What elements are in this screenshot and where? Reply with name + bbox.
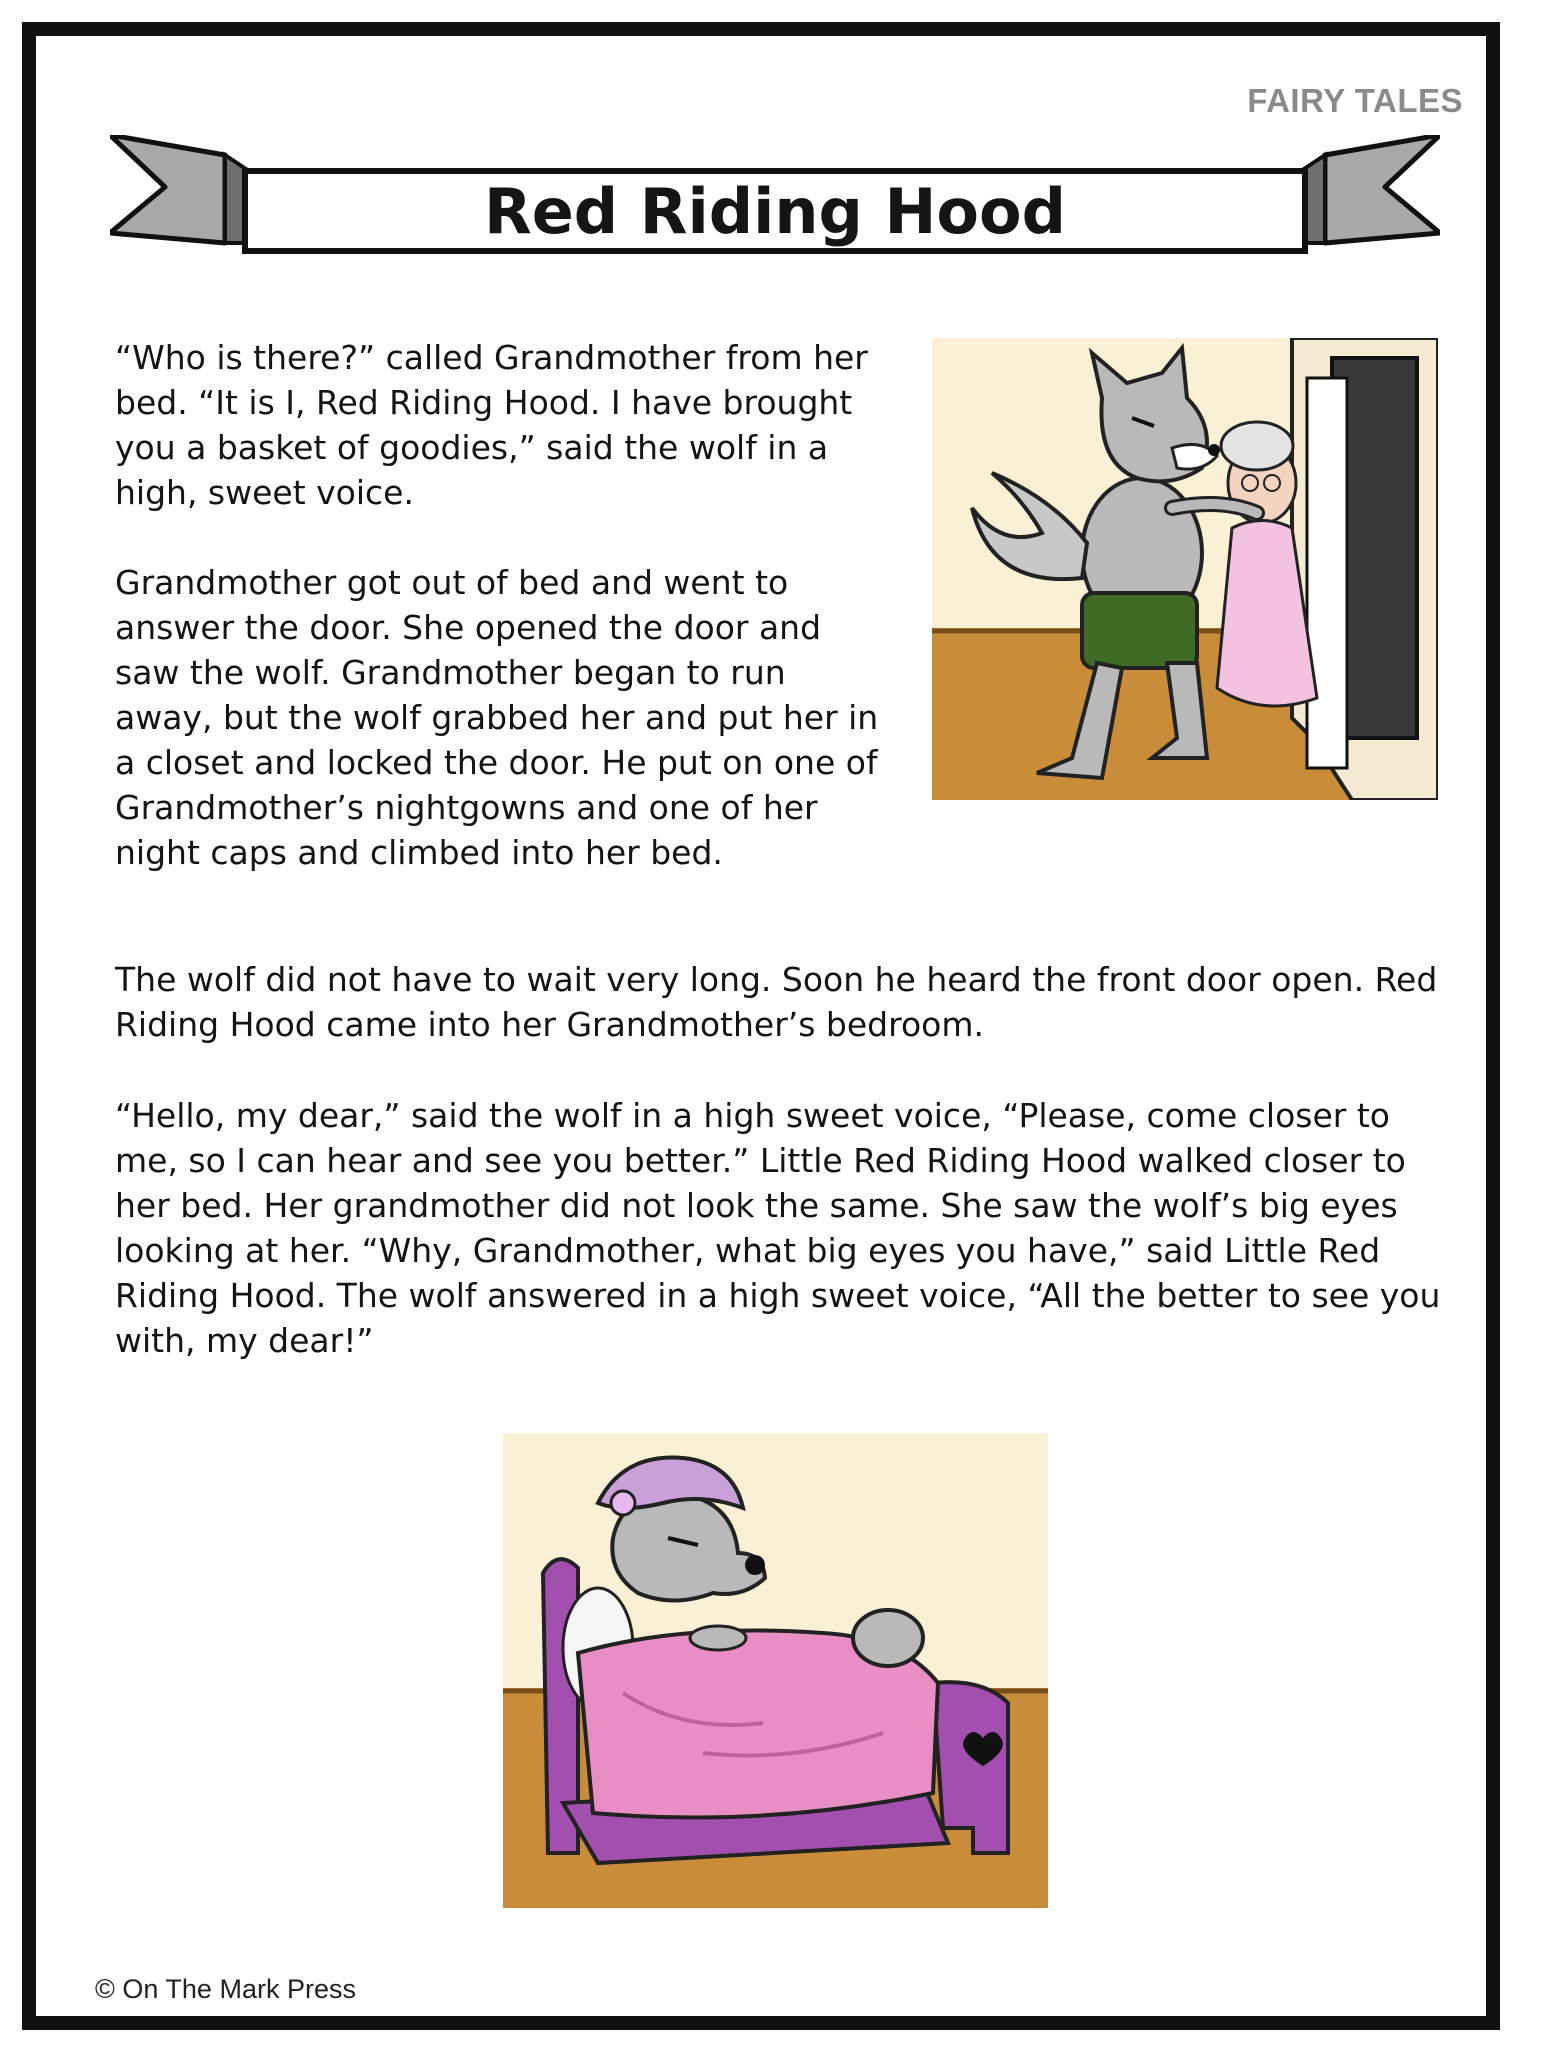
paragraph-text: Grandmother got out of bed and went to answer the door. She opened the door and saw the wolf. Grandmother began to run away, but the wolf grabbed her and put her in a closet and locked the door. He put on one of Grandmother’s nightgowns and one of her night caps and climbed into her bed.: [115, 563, 879, 872]
story-paragraph-4: [115, 1093, 1445, 1363]
wolf-in-bed-illustration: [503, 1433, 1048, 1908]
page-title: Red Riding Hood: [484, 174, 1066, 248]
paragraph-text: “Who is there?” called Grandmother from her bed. “It is I, Red Riding Hood. I have brought you a basket of goodies,” said the wolf in a high, sweet voice.: [115, 338, 868, 512]
story-paragraph-1: [115, 335, 885, 515]
category-label: FAIRY TALES: [1247, 82, 1463, 119]
wolf-grabbing-grandmother-image: [932, 338, 1438, 800]
paragraph-text: “Hello, my dear,” said the wolf in a high sweet voice, “Please, come closer to me, so I can hear and see you better.” Little Red Riding Hood walked closer to her bed. Her grandmother did not look the same. She saw the wolf’s big eyes looking at her. “Why, Grandmother, what big eyes you have,” said Little Red Riding Hood. The wolf answered in a high sweet voice, “All the better to see you with, my dear!”: [115, 1096, 1441, 1360]
title-banner: [110, 135, 1440, 265]
copyright-footer: © On The Mark Press: [95, 1974, 356, 2004]
wolf-in-grandmothers-bed-image: [503, 1433, 1048, 1908]
paragraph-text: The wolf did not have to wait very long. Soon he heard the front door open. Red Riding Hood came into her Grandmother’s bedroom.: [115, 960, 1438, 1044]
story-paragraph-2: [115, 560, 885, 875]
story-paragraph-3: [115, 957, 1445, 1047]
wolf-at-door-illustration: [932, 338, 1438, 800]
